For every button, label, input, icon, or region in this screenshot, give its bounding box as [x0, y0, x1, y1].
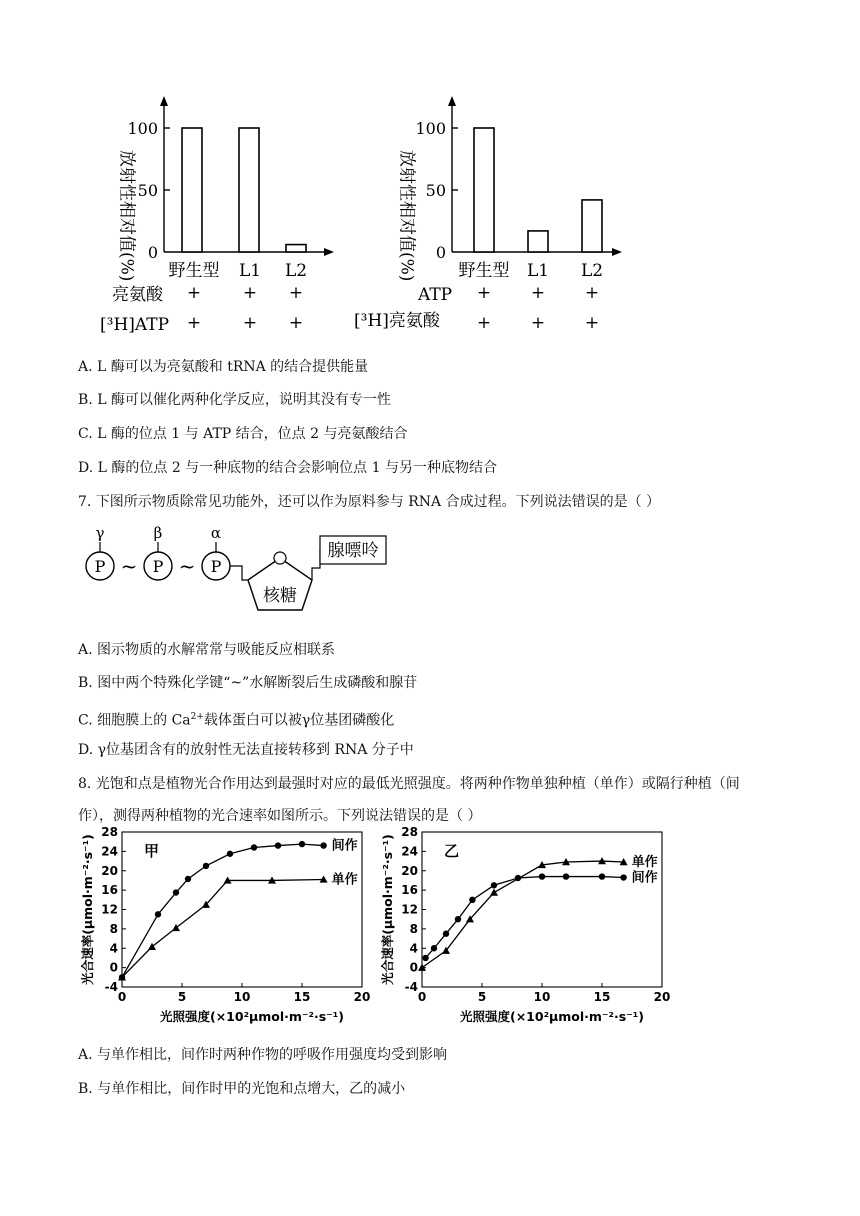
category-label: L1 — [526, 261, 550, 281]
row-label: ATP — [418, 285, 453, 305]
plus-sign: + — [530, 283, 546, 303]
data-point — [469, 897, 475, 903]
y-tick-label: 16 — [401, 883, 418, 898]
data-point — [599, 873, 605, 879]
plus-sign: + — [476, 313, 492, 333]
beta-label: β — [153, 524, 163, 542]
y-tick-label: 24 — [401, 844, 418, 859]
y-tick-label: 0 — [109, 960, 118, 975]
photosynthesis-chart-yi — [380, 820, 680, 1032]
tick-label: 0 — [435, 243, 446, 262]
row-label: [³H]ATP — [100, 315, 170, 335]
y-axis-label: 放射性相对值(%) — [116, 150, 137, 282]
bar-wildtype — [474, 128, 494, 252]
ribose-label: 核糖 — [263, 586, 297, 606]
alpha-label: α — [210, 524, 222, 542]
q8-option-a: A. 与单作相比，间作时两种作物的呼吸作用强度均受到影响 — [78, 1047, 448, 1063]
y-tick-label: 16 — [101, 883, 118, 898]
atp-structure-diagram — [80, 524, 410, 624]
phosphate-label: P — [94, 557, 106, 576]
q8-stem-line2: 作），测得两种植物的光合速率如图所示。下列说法错误的是（ ） — [78, 808, 482, 824]
plus-sign: + — [242, 313, 258, 333]
data-point — [275, 842, 281, 848]
plus-sign: + — [584, 313, 600, 333]
plus-sign: + — [530, 313, 546, 333]
y-tick-label: 0 — [409, 960, 418, 975]
q7-option-d: D. γ位基团含有的放射性无法直接转移到 RNA 分子中 — [78, 742, 414, 758]
bar-l2 — [286, 245, 306, 252]
data-point — [227, 851, 233, 857]
tick-label: 100 — [127, 119, 158, 138]
x-tick-label: 0 — [117, 990, 127, 1004]
category-label: L2 — [284, 261, 308, 281]
category-label: L1 — [238, 261, 262, 281]
y-tick-label: 8 — [409, 921, 418, 936]
series-label: 间作 — [331, 838, 358, 854]
series-line-1 — [426, 877, 624, 958]
series-label: 单作 — [631, 855, 658, 871]
phosphate-label: P — [152, 557, 164, 576]
plus-sign: + — [476, 283, 492, 303]
q6-option-b: B. L 酶可以催化两种化学反应，说明其没有专一性 — [78, 392, 391, 408]
tick-label: 50 — [137, 181, 158, 200]
q7-option-a: A. 图示物质的水解常常与吸能反应相联系 — [78, 642, 336, 658]
bar-l2 — [582, 200, 602, 252]
category-label: 野生型 — [168, 261, 220, 281]
chart-title: 乙 — [444, 842, 460, 860]
y-tick-label: 28 — [401, 825, 418, 839]
data-point — [515, 875, 521, 881]
y-tick-label: 28 — [101, 825, 118, 839]
series-label: 单作 — [331, 872, 358, 888]
plus-sign: + — [186, 283, 202, 303]
bar-l1 — [239, 128, 259, 252]
high-energy-bond: ~ — [178, 554, 196, 578]
x-tick-label: 15 — [293, 990, 311, 1004]
photosynthesis-chart-jia — [80, 820, 380, 1032]
y-tick-label: 20 — [401, 863, 418, 878]
phosphate-label: P — [210, 557, 222, 576]
row-label: 亮氨酸 — [112, 285, 163, 305]
data-point — [539, 873, 545, 879]
data-point — [422, 955, 428, 961]
chart-title: 甲 — [144, 842, 160, 860]
row-label: [³H]亮氨酸 — [354, 311, 440, 331]
data-point — [490, 889, 498, 896]
x-axis-label: 光照强度(×10²μmol·m⁻²·s⁻¹) — [160, 1009, 344, 1024]
q8-option-b: B. 与单作相比，间作时甲的光饱和点增大，乙的减小 — [78, 1081, 406, 1097]
bar-wildtype — [182, 128, 202, 252]
q7-stem: 7. 下图所示物质除常见功能外，还可以作为原料参与 RNA 合成过程。下列说法错误的是（ ） — [78, 494, 661, 510]
bar-figure-left — [100, 90, 360, 346]
series-line-0 — [122, 844, 324, 977]
x-tick-label: 15 — [593, 990, 611, 1004]
adenine-label: 腺嘌呤 — [327, 541, 379, 561]
x-tick-label: 0 — [417, 990, 427, 1004]
y-tick-label: 24 — [101, 844, 118, 859]
category-label: 野生型 — [458, 261, 510, 281]
tick-label: 100 — [415, 119, 446, 138]
y-tick-label: 8 — [109, 921, 118, 936]
data-point — [443, 931, 449, 937]
q7-option-b: B. 图中两个特殊化学键“~”水解断裂后生成磷酸和腺苷 — [78, 675, 418, 691]
x-tick-label: 10 — [233, 990, 251, 1004]
y-tick-label: 4 — [409, 941, 418, 956]
data-point — [320, 842, 326, 848]
y-axis-label: 放射性相对值(%) — [396, 150, 417, 282]
x-tick-label: 5 — [477, 990, 487, 1004]
y-axis-label: 光合速率(μmol·m⁻²·s⁻¹) — [80, 834, 95, 985]
data-point — [173, 889, 179, 895]
y-tick-label: -4 — [404, 980, 418, 994]
x-axis-label: 光照强度(×10²μmol·m⁻²·s⁻¹) — [460, 1009, 644, 1024]
plus-sign: + — [288, 283, 304, 303]
data-point — [299, 841, 305, 847]
high-energy-bond: ~ — [120, 554, 138, 578]
ring-oxygen — [274, 552, 286, 564]
data-point — [251, 844, 257, 850]
data-point — [155, 911, 161, 917]
plus-sign: + — [288, 313, 304, 333]
y-tick-label: -4 — [104, 980, 118, 994]
data-point — [431, 945, 437, 951]
gamma-label: γ — [95, 524, 105, 542]
x-tick-label: 20 — [353, 990, 371, 1004]
q6-option-d: D. L 酶的位点 2 与一种底物的结合会影响位点 1 与另一种底物结合 — [78, 460, 497, 476]
y-tick-label: 20 — [101, 863, 118, 878]
tick-label: 0 — [147, 243, 158, 262]
x-tick-label: 10 — [533, 990, 551, 1004]
series-label: 间作 — [631, 870, 658, 886]
data-point — [185, 876, 191, 882]
q6-option-c: C. L 酶的位点 1 与 ATP 结合，位点 2 与亮氨酸结合 — [78, 426, 408, 442]
q8-stem-line1: 8. 光饱和点是植物光合作用达到最强时对应的最低光照强度。将两种作物单独种植（单作）或隔行种植（间 — [78, 776, 740, 792]
data-point — [563, 873, 569, 879]
data-point — [491, 882, 497, 888]
data-point — [455, 916, 461, 922]
q7-option-c: C. 细胞膜上的 $Ca^{2+}$载体蛋白可以被γ位基团磷酸化 — [78, 712, 395, 729]
tick-label: 50 — [425, 181, 446, 200]
bar-figure-right — [354, 90, 630, 346]
y-axis-label: 光合速率(μmol·m⁻²·s⁻¹) — [380, 834, 395, 985]
series-line-1 — [122, 879, 324, 977]
data-point — [203, 863, 209, 869]
plus-sign: + — [242, 283, 258, 303]
category-label: L2 — [580, 261, 604, 281]
x-tick-label: 5 — [177, 990, 187, 1004]
x-tick-label: 20 — [653, 990, 671, 1004]
plus-sign: + — [186, 313, 202, 333]
y-tick-label: 4 — [109, 941, 118, 956]
plus-sign: + — [584, 283, 600, 303]
y-tick-label: 12 — [401, 902, 418, 917]
q6-option-a: A. L 酶可以为亮氨酸和 tRNA 的结合提供能量 — [78, 359, 369, 375]
bar-l1 — [528, 231, 548, 252]
y-tick-label: 12 — [101, 902, 118, 917]
data-point — [620, 874, 626, 880]
